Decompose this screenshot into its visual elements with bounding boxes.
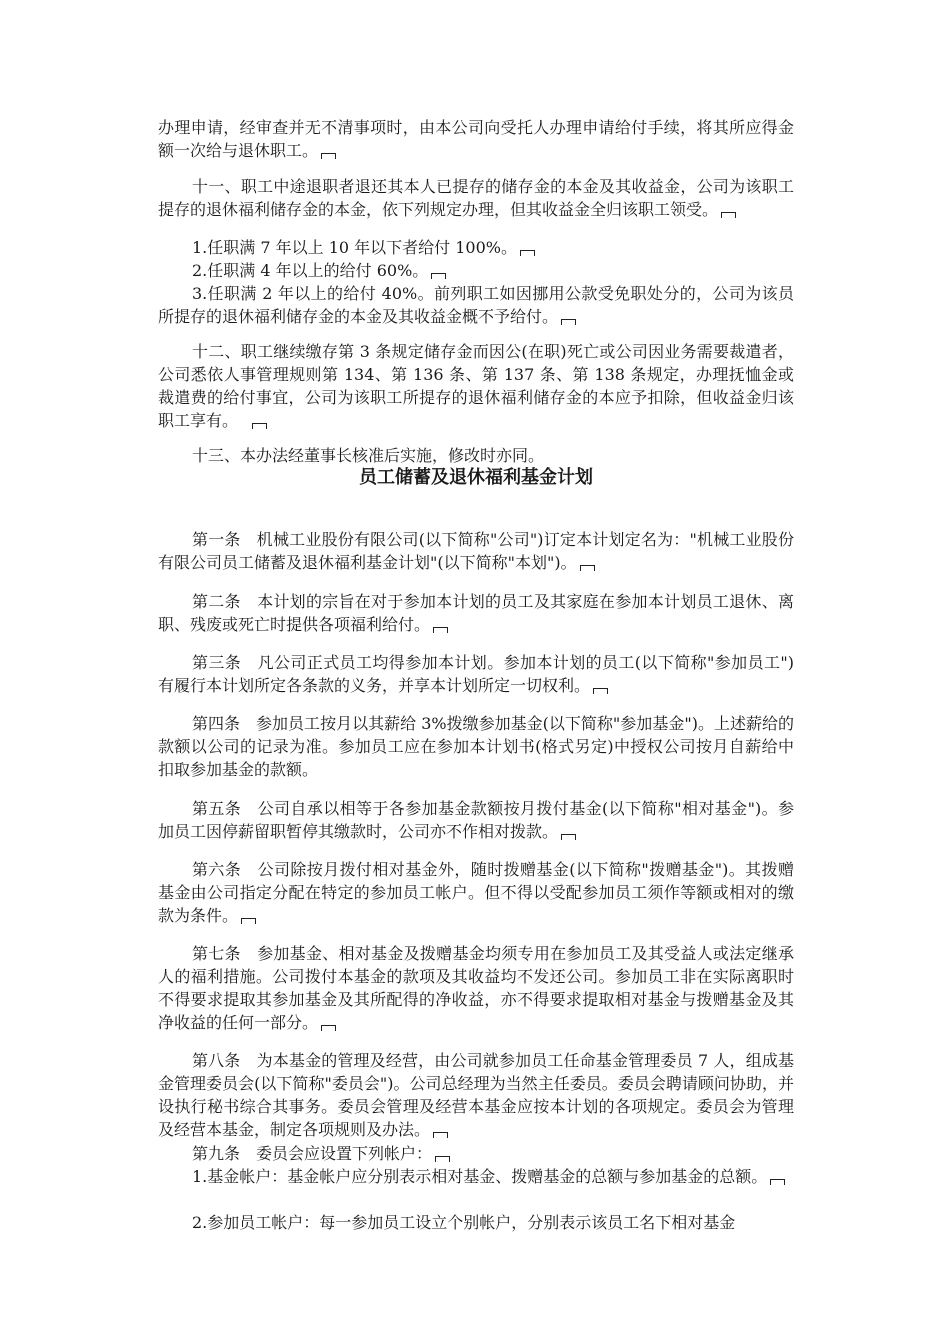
paragraph-text: 第八条 为本基金的管理及经营，由公司就参加员工任命基金管理委员 7 人，组成基金管理委员会(以下简称"委员会")。公司总经理为当然主任委员。委员会聘请顾问协助，并设执行秘书综合其事务。委员会管理及经营本基金应按本计划的各项规定。委员会为管理及经营本基金，制定各项规则及办法。 (158, 1051, 794, 1139)
article-9-item-2 (158, 1211, 794, 1234)
paragraph-text: 第九条 委员会应设置下列帐户： (192, 1144, 433, 1163)
article-9 (158, 1142, 794, 1165)
return-mark-icon (520, 250, 535, 256)
paragraph-text: 第七条 参加基金、相对基金及拨赠基金均须专用在参加员工及其受益人或法定继承人的福利措施。公司拨付本基金的款项及其收益均不发还公司。参加员工非在实际离职时不得要求提取其参加基金及其所配得的净收益，亦不得要求提取相对基金与拨赠基金及其净收益的任何一部分。 (158, 944, 794, 1032)
paragraph-13 (158, 444, 794, 467)
paragraph-11-item-1 (158, 236, 794, 259)
return-mark-icon (321, 153, 336, 159)
paragraph-11 (158, 175, 794, 221)
paragraph-text: 2.任职满 4 年以上的给付 60%。 (192, 261, 429, 280)
paragraph-text: 第四条 参加员工按月以其薪给 3%拨缴参加基金(以下简称"参加基金")。上述薪给的款额以公司的记录为准。参加员工应在参加本计划书(格式另定)中授权公司按月自薪给中扣取参加基金的款额。 (158, 714, 794, 779)
paragraph-11-item-2 (158, 259, 794, 282)
return-mark-icon (770, 1179, 785, 1185)
return-mark-icon (435, 1156, 450, 1162)
return-mark-icon (561, 319, 576, 325)
paragraph-text: 2.参加员工帐户：每一参加员工设立个别帐户，分别表示该员工名下相对基金 (192, 1213, 736, 1232)
paragraph-continued (158, 116, 794, 162)
return-mark-icon (433, 1132, 448, 1138)
return-mark-icon (561, 834, 576, 840)
paragraph-text: 第一条 机械工业股份有限公司(以下简称"公司")订定本计划定名为："机械工业股份有限公司员工储蓄及退休福利基金计划"(以下简称"本划")。 (158, 530, 794, 572)
paragraph-text: 办理申请，经审查并无不清事项时，由本公司向受托人办理申请给付手续，将其所应得金额一次给与退休职工。 (158, 118, 794, 160)
document-title: 员工储蓄及退休福利基金计划 (359, 467, 593, 488)
paragraph-text: 十三、本办法经董事长核准后实施，修改时亦同。 (192, 446, 545, 465)
paragraph-text: 第三条 凡公司正式员工均得参加本计划。参加本计划的员工(以下简称"参加员工")有履行本计划所定各条款的义务，并享本计划所定一切权利。 (158, 653, 794, 695)
paragraph-text: 第二条 本计划的宗旨在对于参加本计划的员工及其家庭在参加本计划员工退休、离职、残废或死亡时提供各项福利给付。 (158, 592, 794, 634)
paragraph-11-item-3 (158, 282, 794, 328)
return-mark-icon (721, 212, 736, 218)
article-1 (158, 528, 794, 574)
paragraph-text: 十一、职工中途退职者退还其本人已提存的储存金的本金及其收益金，公司为该职工提存的退休福利储存金的本金，依下列规定办理，但其收益金全归该职工领受。 (158, 177, 794, 219)
return-mark-icon (241, 918, 256, 924)
article-2 (158, 590, 794, 636)
paragraph-text: 3.任职满 2 年以上的给付 40%。前列职工如因挪用公款受免职处分的，公司为该员所提存的退休福利储存金的本金及其收益金概不予给付。 (158, 284, 794, 326)
paragraph-text: 1.基金帐户：基金帐户应分别表示相对基金、拨赠基金的总额与参加基金的总额。 (192, 1167, 768, 1186)
return-mark-icon (431, 273, 446, 279)
return-mark-icon (433, 627, 448, 633)
article-8 (158, 1049, 794, 1141)
return-mark-icon (252, 423, 267, 429)
return-mark-icon (321, 1025, 336, 1031)
article-9-item-1 (158, 1165, 794, 1188)
paragraph-text: 1.任职满 7 年以上 10 年以下者给付 100%。 (192, 238, 517, 257)
article-3 (158, 651, 794, 697)
article-5 (158, 797, 794, 843)
paragraph-text: 十二、职工继续缴存第 3 条规定储存金而因公(在职)死亡或公司因业务需要裁遣者，公司悉依人事管理规则第 134、第 136 条、第 137 条、第 138 条规定，办理抚恤金或裁遣费的给付事宜，公司为该职工所提存的退休福利储存金的本应予扣除，但收益金归该职工享有。 (158, 342, 794, 430)
paragraph-text: 第五条 公司自承以相等于各参加基金款额按月拨付基金(以下简称"相对基金")。参加员工因停薪留职暂停其缴款时，公司亦不作相对拨款。 (158, 799, 794, 841)
article-6 (158, 858, 794, 927)
return-mark-icon (580, 565, 595, 571)
article-7 (158, 942, 794, 1034)
article-4 (158, 712, 794, 781)
return-mark-icon (593, 688, 608, 694)
paragraph-12 (158, 340, 794, 432)
paragraph-text: 第六条 公司除按月拨付相对基金外，随时拨赠基金(以下简称"拨赠基金")。其拨赠基金由公司指定分配在特定的参加员工帐户。但不得以受配参加员工须作等额或相对的缴款为条件。 (158, 860, 794, 925)
